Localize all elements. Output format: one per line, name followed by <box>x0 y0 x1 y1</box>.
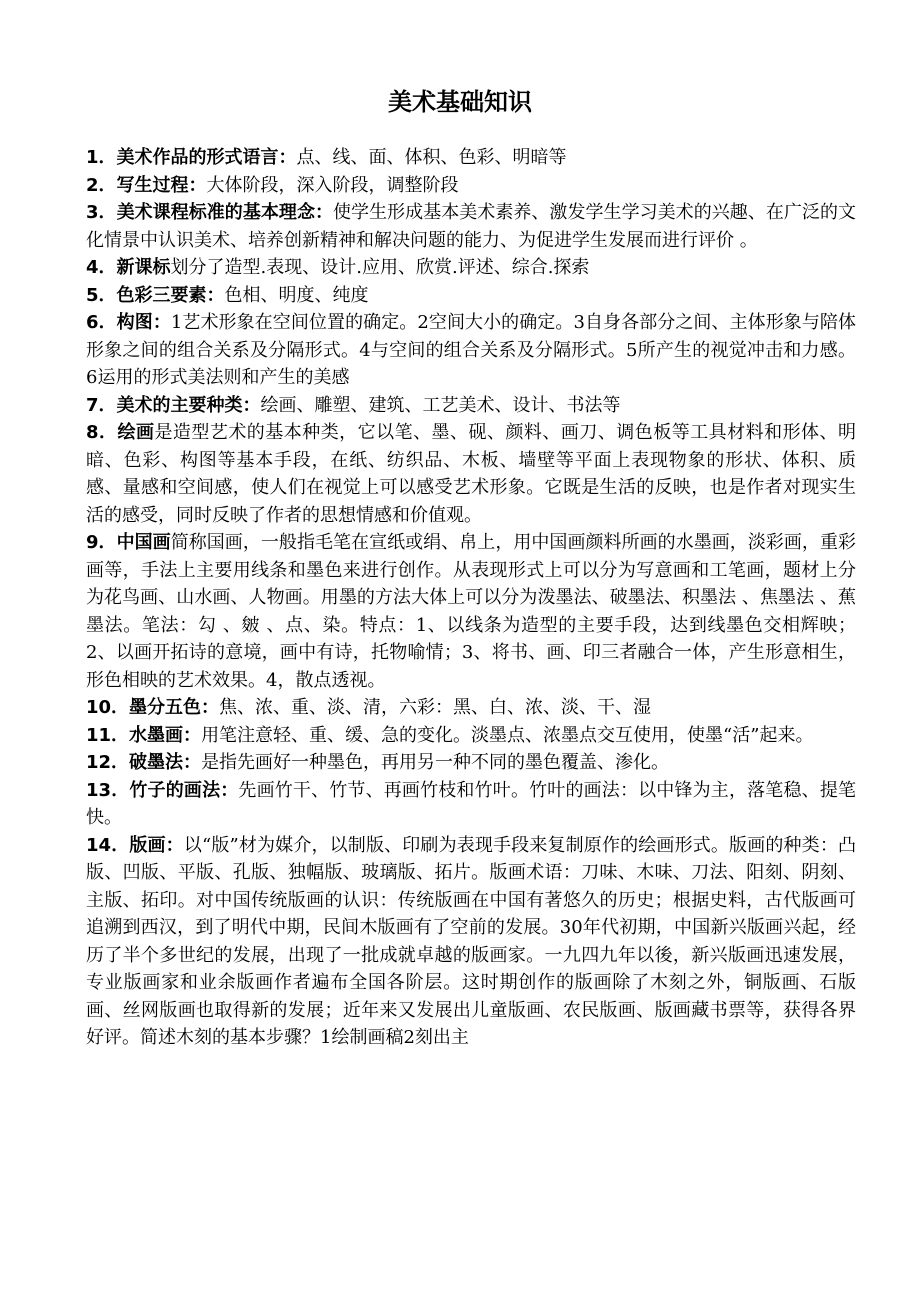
item-term: 1．美术作品的形式语言： <box>86 147 297 168</box>
item-term: 9．中国画 <box>86 532 171 553</box>
item-term: 10．墨分五色： <box>86 697 220 718</box>
item-text: 是造型艺术的基本种类，它以笔、墨、砚、颜料、画刀、调色板等工具材料和形体、明暗、色彩、构图等基本手段，在纸、纺织品、木板、墙壁等平面上表现物象的形状、体积、质感、量感和空间感，使人们在视觉上可以感受艺术形象。它既是生活的反映，也是作者对现实生活的感受，同时反映了作者的思想情感和价值观。 <box>86 422 857 526</box>
item-text: 使学生形成基本美术素养、激发学生学习美术的兴趣、在广泛的文化情景中认识美术、培养创新精神和解决问题的能力、为促进学生发展而进行评价 。 <box>86 202 856 251</box>
item-text: 1艺术形象在空间位置的确定。2空间大小的确定。3自身各部分之间、主体形象与陪体形象之间的组合关系及分隔形式。4与空间的组合关系及分隔形式。5所产生的视觉冲击和力感。6运用的形式美法则和产生的美感 <box>86 312 856 388</box>
list-item <box>86 749 856 777</box>
item-term: 14．版画： <box>86 834 184 856</box>
list-item <box>86 199 856 254</box>
list-item <box>86 777 856 832</box>
item-term: 6．构图： <box>86 312 171 333</box>
item-term: 3．美术课程标准的基本理念： <box>86 202 334 223</box>
item-term: 5．色彩三要素： <box>86 284 225 306</box>
page-title: 美术基础知识 <box>388 88 532 116</box>
item-text: 点、线、面、体积、色彩、明暗等 <box>296 147 567 168</box>
list-item <box>86 529 856 694</box>
list-item <box>86 309 856 392</box>
item-text: 用笔注意轻、重、缓、急的变化。淡墨点、浓墨点交互使用，使墨“活”起来。 <box>201 724 814 746</box>
item-text: 色相、明度、纯度 <box>224 284 369 306</box>
item-term: 8．绘画 <box>86 422 155 443</box>
item-term: 11．水墨画： <box>86 724 202 746</box>
list-item <box>86 144 856 172</box>
list-item <box>86 392 856 420</box>
list-item <box>86 419 856 529</box>
list-item <box>86 254 856 282</box>
list-item <box>86 694 856 722</box>
list-item <box>86 172 856 200</box>
item-text: 是指先画好一种墨色，再用另一种不同的墨色覆盖、渗化。 <box>201 752 670 773</box>
list-item <box>86 282 856 310</box>
item-text: 先画竹干、竹节、再画竹枝和竹叶。竹叶的画法：以中锋为主，落笔稳、提笔快。 <box>86 779 856 828</box>
item-term: 4．新课标 <box>86 257 171 278</box>
item-text: 以“版”材为媒介，以制版、印刷为表现手段来复制原作的绘画形式。版画的种类：凸版、凹版、平版、孔版、独幅版、玻璃版、拓片。版画术语：刀味、木味、刀法、阳刻、阴刻、主版、拓印。对中国传统版画的认识：传统版画在中国有著悠久的历史；根据史料，古代版画可追溯到西汉，到了明代中期，民间木版画有了空前的发展。30年代初期，中国新兴版画兴起，经历了半个多世纪的发展，出现了一批成就卓越的版画家。一九四九年以後，新兴版画迅速发展，专业版画家和业余版画作者遍布全国各阶层。这时期创作的版画除了木刻之外，铜版画、石版画、丝网版画也取得新的发展；近年来又发展出儿童版画、农民版画、版画藏书票等，获得各界好评。简述木刻的基本步骤？1绘制画稿2刻出主 <box>86 834 856 1048</box>
item-text: 简称国画，一般指毛笔在宣纸或绢、帛上，用中国画颜料所画的水墨画，淡彩画，重彩画等，手法上主要用线条和墨色来进行创作。从表现形式上可以分为写意画和工笔画，题材上分为花鸟画、山水画、人物画。用墨的方法大体上可以分为泼墨法、破墨法、积墨法 、焦墨法 、蕉墨法。笔法：勾 、皴 、点、染。特点：1、以线条为造型的主要手段，达到线墨色交相辉映；2、以画开拓诗的意境，画中有诗，托物喻情；3、将书、画、印三者融合一体，产生形意相生，形色相映的艺术效果。4，散点透视。 <box>86 532 856 691</box>
item-term: 7．美术的主要种类： <box>86 394 261 416</box>
item-text: 大体阶段，深入阶段，调整阶段 <box>206 174 459 196</box>
document-body <box>86 144 856 1052</box>
item-term: 2．写生过程： <box>86 174 207 196</box>
list-item <box>86 832 856 1052</box>
item-text: 绘画、雕塑、建筑、工艺美术、设计、书法等 <box>260 394 621 416</box>
item-text: 焦、浓、重、淡、清，六彩：黑、白、浓、淡、干、湿 <box>219 697 652 718</box>
item-text: 划分了造型.表现、设计.应用、欣赏.评述、综合.探索 <box>170 257 590 278</box>
item-term: 13．竹子的画法： <box>86 779 239 801</box>
item-term: 12．破墨法： <box>86 752 202 773</box>
list-item <box>86 722 856 750</box>
